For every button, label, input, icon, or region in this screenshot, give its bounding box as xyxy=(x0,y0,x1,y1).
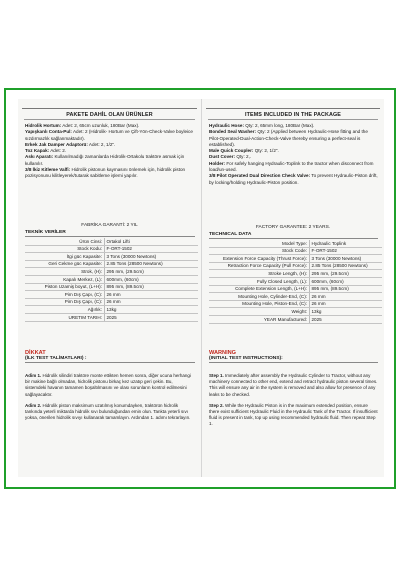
package-item: Holder: For safely hanging Hydraulic-Toplink to the tractor when disconnect from load/un-used. xyxy=(209,160,374,173)
table-row: Pim Dış Çapı, (C): 26 mm xyxy=(25,298,198,306)
table-row: YEAR Manufactured: 2025 xyxy=(209,315,382,323)
table-row: Mounting Hole, Cylinder-End, (C): 26 mm xyxy=(209,293,382,301)
table-row: Complete Extension Length, (L+H): 895 mm, (89.5cm) xyxy=(209,285,382,293)
step-item: Step 2. While the Hydraulic Piston is in the maximum extended position, ensure there exist sufficient Hydraulic Fluid in the Hydraulic Tank of the Tractor. If insufficient fluid is present in tank, top up using recommended hydraulic fluid. Then repeat Step 1. xyxy=(209,402,378,427)
tech-data-table xyxy=(25,238,198,322)
guarantee-text: FABRİKA GARANTİ: 2 YIL xyxy=(81,223,138,228)
package-item: 3/8 Pilot Operated Dual Direction Check Valve: To prevent Hydraulic-Piston drift, by locking/holding Hydraulic-Piston position. xyxy=(209,173,378,185)
table-row: Stock Kodu: F-ORT-1502 xyxy=(25,245,198,253)
package-item: Hydraulic Hose: Qty: 2, 65mm long, 180Bar (Max). xyxy=(209,123,315,128)
package-item: Askı Aparatı: Kullanılmadığı zamanlarda Hidrolik-Ortakolu traktöre asmak için kullanılır. xyxy=(25,154,185,166)
table-row: Pim Dış Çapı, (C): 26 mm xyxy=(25,291,198,299)
warning-subtitle: (İLK TEST TALİMATLARI) : xyxy=(25,356,195,363)
package-item: Dust Cover: Qty: 2,. xyxy=(209,154,252,160)
package-list xyxy=(25,123,195,180)
table-row: Ağırlık: 13kg xyxy=(25,306,198,314)
table-row: Mounting Hole, Piston-End, (C): 26 mm xyxy=(209,300,382,308)
table-row: Piston Uzamiş boyut, (L+H): 895 mm, (89.5cm) xyxy=(25,283,198,291)
package-item: Hidrolik Hortum: Adet: 2, 65cm uzunluk, 180Bar (Max). xyxy=(25,123,140,128)
table-row: Model Type: Hydraulic Toplink xyxy=(209,240,382,247)
step-item: Step 1. Immediately after assembly the Hydraulic Cylinder to Tractor, without any machinery connected to other end, extend and retract hydraulic piston several times. This will ensure any air in the system is removed and also allow for presence of any leaks to be checked. xyxy=(209,373,378,397)
table-row: Geri Cekme güc Kapasite: 2.85 Tons (28500 Newtons) xyxy=(25,260,198,268)
tech-data-title: TEKNİK VERİLER xyxy=(25,230,195,237)
package-item: Yapışkanlı Conta-Pul: Adet: 2 (Hidrolik- Hortum ve Çift-Yön-Check-Valve boyleice sızdırmazlık sağlanmaktadır). xyxy=(25,129,193,141)
table-row: Weight: 13kg xyxy=(209,308,382,316)
table-row: Stock Code: F-ORT-1502 xyxy=(209,247,382,255)
warning-subtitle: (INITIAL TEST INSTRUCTIONS): xyxy=(209,356,378,363)
table-row: URETIM TARIH: 2025 xyxy=(25,313,198,321)
package-item: 3/8 İkiz Kitleme Valfi: Hidrolik pistonun kaymasını önlemek için, hidrolik piston pozisyonunu kilitleyerek/tutarak sabitleme işlemi yapılır. xyxy=(25,167,186,179)
turkish-column xyxy=(18,99,201,477)
warning-title: WARNING xyxy=(209,350,237,356)
package-list xyxy=(209,123,378,186)
guarantee-text: FACTORY GARANTEE: 2 YEARS. xyxy=(255,225,331,230)
package-title: ITEMS INCLUDED IN THE PACKAGE xyxy=(245,112,341,118)
table-row: Retraction Force Capacity (Pull Force): 2.85 Tons (28500 Newtons) xyxy=(209,262,382,270)
column-header-bar xyxy=(22,99,197,109)
table-row: İtgi güc Kapasite: 3 Tons (30000 Newtons) xyxy=(25,253,198,261)
divider xyxy=(208,119,378,120)
test-steps xyxy=(209,373,378,433)
package-item: Toz Kapak: Adet: 2. xyxy=(25,148,67,154)
table-row: Strok, (H): 295 mm, (29.5cm) xyxy=(25,268,198,276)
english-column xyxy=(201,99,384,477)
column-header-bar xyxy=(206,99,380,109)
warning-block xyxy=(25,350,195,363)
warning-block xyxy=(209,350,378,363)
test-steps xyxy=(25,373,195,426)
spec-sheet xyxy=(18,99,384,477)
package-item: Male Quick Coupler: Qty: 2, 1/2". xyxy=(209,148,279,154)
table-row: Extension Force Capacity (Thrust Force): 3 Tons (30000 Newtons) xyxy=(209,255,382,263)
table-row: Fully Closed Length, (L): 600mm, (60cm) xyxy=(209,277,382,285)
table-row: Kapalı Merkez, (L): 600mm, (60cm) xyxy=(25,275,198,283)
table-row: Stroke Length, (H): 295 mm, (29.5cm) xyxy=(209,270,382,278)
table-row: Ürün Cinsi: Ortakol Lifti xyxy=(25,238,198,245)
tech-data-table xyxy=(209,240,382,324)
step-item: Adim 1. Hidrolik silindiri traktöre monte ettikten hemen sonra, diğer ucuna herhangi bir makine bağlı olmadan, hidrolik pistonu birkaç kez uzatıp geri çekin. Bu, sistemdeki havanın tamamen boşaltılmasını ve olası sorunların kontrol edilmesini sağlayacaktır. xyxy=(25,373,191,397)
step-item: Adim 2. Hidrolik piston maksimum uzatılmış konumdayken, traktörün hidrolik tankında yeterli miktarda hidrolik sıvı bulunduğundan emin olun. Tankta yeterli sıvı yoksa, önerilen hidrolik sıvıyı kullanarak tamamlayın. Ardından 1. adımı tekrarlayın. xyxy=(25,402,191,421)
package-item: Erkek Jak Damper Adaptorü: Adet: 2, 1/2". xyxy=(25,141,116,147)
package-title: PAKETE DAHİL OLAN ÜRÜNLER xyxy=(66,112,153,118)
package-item: Bonded Seal Washer: Qty: 2 (Applied between Hydraulic-Hose fitting and the Pilot-Operated-Dual-Action-Check-Valve thereby ensuring a perfect-seal is established). xyxy=(209,129,368,147)
tech-data-title: TECHNICAL DATA xyxy=(209,232,378,239)
divider xyxy=(24,119,195,120)
warning-title: DİKKAT xyxy=(25,350,46,356)
